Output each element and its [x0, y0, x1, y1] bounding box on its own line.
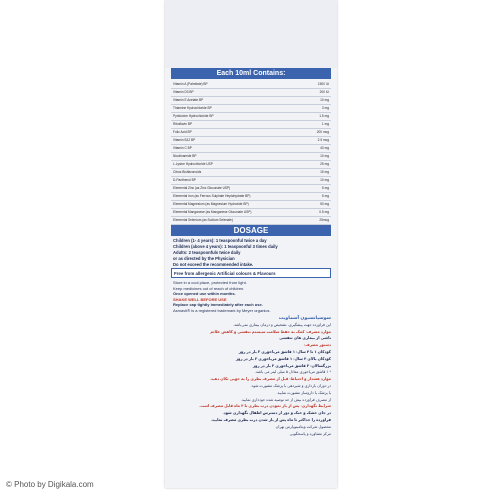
dosage-line: Children (above 4 years): 1 teaspoonful 3 times daily	[173, 244, 278, 249]
ingredient-name: Vitamin C BP	[173, 146, 192, 150]
ingredient-row	[171, 209, 331, 217]
ingredient-amount: 15 mg	[320, 170, 329, 174]
ingredient-row	[171, 113, 331, 121]
ingredient-amount: 2.5 mcg	[317, 138, 329, 142]
ingredient-name: L-Lysine Hydrochloride USP	[173, 162, 213, 166]
product-box	[165, 0, 337, 488]
ingredient-amount: 25mcg	[319, 218, 329, 222]
ingredient-amount: 50 mg	[320, 202, 329, 206]
ingredient-amount: 10 mg	[320, 154, 329, 158]
ingredient-name: Elemental Selenium (as Sodium Selenate)	[173, 218, 233, 222]
persian-line: در دوران بارداری و شیردهی با پزشک مشورت شود.	[250, 383, 331, 388]
ingredient-amount: 10 mg	[320, 98, 329, 102]
persian-line: ناشی از بیماری های تنفسی	[279, 336, 331, 341]
ingredient-name: Elemental Zinc (as Zinc Gluconate USP)	[173, 186, 231, 190]
dosage-title: DOSAGE	[171, 225, 331, 236]
persian-line: دستور مصرف:	[304, 343, 331, 348]
storage-line: Keep medicines out of reach of children.	[173, 285, 245, 291]
dosage-line: Children (1- 4 years): 1 teaspoonful twice a day	[173, 238, 267, 243]
ingredient-amount: 40 mg	[320, 146, 329, 150]
ingredient-amount: 5 mg	[321, 186, 329, 190]
ingredient-amount: 25 mg	[320, 162, 329, 166]
persian-line: با پزشک یا داروساز مشورت نمایید.	[276, 390, 331, 395]
ingredient-row	[171, 161, 331, 169]
ingredient-amount: 0.5 mg	[319, 210, 329, 214]
persian-line: مرکز مشاوره و پاسخگویی	[289, 431, 331, 436]
dosage-line: Adults: 2 teaspoonfuls twice daily	[173, 250, 241, 255]
ingredient-row	[171, 105, 331, 113]
ingredient-name: Elemental Magnesium (as Magnesium Hydroxide BP)	[173, 202, 249, 206]
storage-line: Once opened use within months.	[173, 291, 236, 297]
trademark-note: Asmavit® is a registered trademark by Meyer organics.	[173, 307, 271, 313]
persian-line: محصول شرکت ویتامینوپارس تهران	[275, 424, 331, 429]
ingredient-amount: 200 mcg	[316, 130, 329, 134]
ingredient-amount: 1.5 mg	[319, 114, 329, 118]
storage-line: Store in a cool place, protected from light.	[173, 280, 247, 285]
ingredient-row	[171, 121, 331, 129]
ingredient-row	[171, 89, 331, 97]
shake-warning: SHAKE WELL BEFORE USE	[173, 296, 227, 302]
ingredients-table	[171, 81, 331, 233]
replace-cap-note: Replace cap tightly immediately after each use.	[173, 302, 263, 308]
ingredient-name: Citrus Bioflavonoids	[173, 170, 202, 174]
ingredient-row	[171, 129, 331, 137]
ingredient-row	[171, 193, 331, 201]
persian-line: موارد مصرف: کمک به حفظ سلامت سیستم تنفسی و کاهش علائم	[210, 329, 331, 334]
ingredient-name: Vitamin D3 BP	[173, 90, 194, 94]
ingredient-name: Nicotinamide BP	[173, 154, 197, 158]
persian-line: موارد هشدار و احتیاط: قبل از مصرف بطری را به خوبی تکان دهید.	[209, 377, 331, 382]
ingredient-row	[171, 169, 331, 177]
ingredient-row	[171, 201, 331, 209]
ingredient-name: Vitamin E Acetate BP	[173, 98, 204, 102]
allergen-notice: Free from allergenic Artificial colours & Flavours	[171, 268, 331, 278]
ingredient-name: Vitamin B12 BP	[173, 138, 196, 142]
ingredient-name: Pyridoxine Hydrochloride BP	[173, 114, 214, 118]
persian-line: شرایط نگهداری: پس از باز نمودن درب بطری تا ۳ ماه قابل مصرف است.	[199, 404, 331, 409]
ingredient-name: Riboflavin BP	[173, 122, 193, 126]
ingredient-name: Elemental Iron (as Ferrous Sulphate Heptahydrate BP)	[173, 194, 251, 198]
ingredient-amount: 1500 IU	[317, 82, 329, 86]
box-top-panel	[165, 0, 337, 68]
persian-line: این فراورده جهت پیشگیری، تشخیص و درمان بیماری نمی‌باشد.	[233, 322, 331, 327]
persian-line: بزرگسالان: ۲ قاشق مرباخوری ۲ بار در روز	[252, 363, 331, 368]
persian-line: سوسپانسیون آسماویت	[278, 315, 331, 320]
ingredient-amount: 3 mg	[321, 106, 329, 110]
persian-line: فراورده را حداکثر تا ماه پس از باز شدن درب بطری مصرف نمایید.	[210, 417, 331, 422]
ingredient-row	[171, 153, 331, 161]
ingredient-row	[171, 145, 331, 153]
persian-line: در جای خشک و خنک و دور از دسترس اطفال نگهداری شود.	[222, 411, 331, 416]
ingredient-row	[171, 217, 331, 225]
ingredient-amount: 1 mg	[321, 122, 329, 126]
ingredient-amount: 5 mg	[321, 194, 329, 198]
ingredients-title: Each 10ml Contains:	[171, 68, 331, 79]
ingredient-amount: 200 IU	[319, 90, 329, 94]
ingredient-row	[171, 177, 331, 185]
dosage-instructions	[173, 238, 329, 268]
ingredient-row	[171, 81, 331, 89]
ingredient-name: Vitamin A (Palmitate) BP	[173, 82, 208, 86]
dosage-line: or as directed by the Physician	[173, 256, 235, 261]
dosage-line: Do not exceed the recommended intake.	[173, 262, 254, 267]
ingredient-name: D-Panthenol BP	[173, 178, 196, 182]
persian-line: از مصرف فراورده بیش از حد توصیه شده خودداری نمایید.	[240, 397, 331, 402]
persian-line: کودکان ۱ تا ۴ سال: ۱ قاشق مرباخوری ۲ بار در روز	[238, 349, 331, 354]
persian-text	[171, 315, 331, 437]
persian-line: کودکان بالای ۴ سال: ۱ قاشق مرباخوری ۳ بار در روز	[235, 356, 331, 361]
ingredient-row	[171, 97, 331, 105]
ingredient-row	[171, 185, 331, 193]
photo-credit: © Photo by Digikala.com	[6, 480, 94, 489]
storage-instructions	[173, 280, 329, 314]
ingredient-row	[171, 137, 331, 145]
ingredient-amount: 10 mg	[320, 178, 329, 182]
ingredient-name: Elemental Manganese (as Manganese Gluconate USP)	[173, 210, 252, 214]
ingredient-name: Folic Acid BP	[173, 130, 192, 134]
persian-line: * ۱ قاشق مرباخوری معادل ۵ میلی لیتر می باشد.	[254, 370, 331, 375]
ingredient-name: Thiamine Hydrochloride BP	[173, 106, 212, 110]
